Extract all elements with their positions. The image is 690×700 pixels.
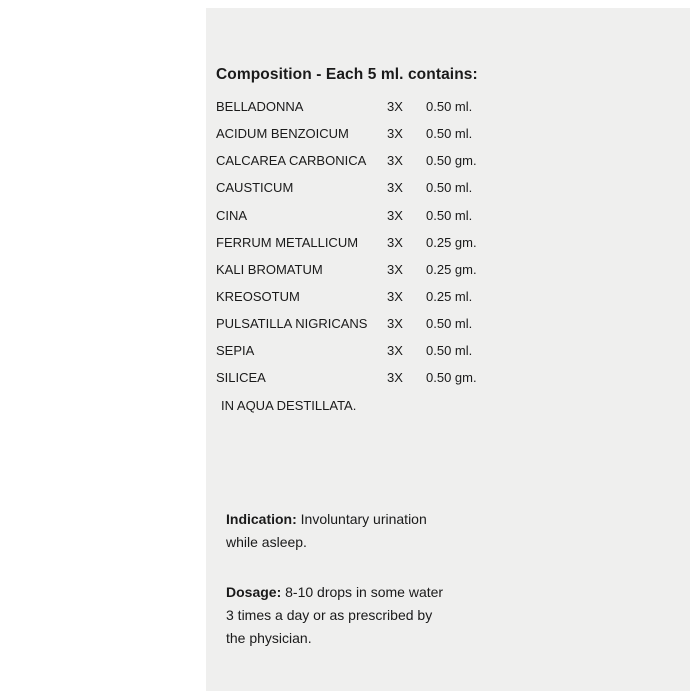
ingredient-name: KREOSOTUM: [216, 289, 300, 304]
ingredient-quantity: 0.50 ml.: [426, 208, 473, 223]
composition-heading: Composition - Each 5 ml. contains:: [216, 66, 478, 83]
dosage-block: [226, 581, 443, 650]
ingredient-name: ACIDUM BENZOICUM: [216, 126, 349, 141]
vehicle-text: IN AQUA DESTILLATA.: [221, 398, 357, 413]
indication-label: Indication:: [226, 511, 297, 527]
ingredient-potency: 3X: [387, 99, 403, 114]
ingredient-quantity: 0.50 gm.: [426, 153, 477, 168]
ingredient-name: CAUSTICUM: [216, 180, 294, 195]
ingredient-name: PULSATILLA NIGRICANS: [216, 316, 368, 331]
ingredient-potency: 3X: [387, 370, 403, 385]
ingredient-potency: 3X: [387, 235, 403, 250]
dosage-line-1: [226, 581, 443, 604]
ingredient-quantity: 0.50 ml.: [426, 126, 473, 141]
ingredient-potency: 3X: [387, 289, 403, 304]
ingredient-name: CALCAREA CARBONICA: [216, 153, 367, 168]
indication-line-1: [226, 508, 427, 531]
indication-text: Involuntary urination: [296, 511, 427, 527]
dosage-line-2: 3 times a day or as prescribed by: [226, 607, 433, 623]
ingredient-quantity: 0.25 ml.: [426, 289, 473, 304]
ingredient-name: SEPIA: [216, 343, 255, 358]
indication-line-2: while asleep.: [226, 534, 307, 550]
ingredient-name: SILICEA: [216, 370, 266, 385]
ingredient-quantity: 0.50 ml.: [426, 343, 473, 358]
ingredient-quantity: 0.50 ml.: [426, 316, 473, 331]
ingredient-name: CINA: [216, 208, 248, 223]
ingredient-quantity: 0.50 ml.: [426, 99, 473, 114]
ingredient-name: BELLADONNA: [216, 99, 304, 114]
indication-block: [226, 508, 427, 554]
ingredient-quantity: 0.25 gm.: [426, 262, 477, 277]
ingredient-potency: 3X: [387, 126, 403, 141]
ingredient-name: FERRUM METALLICUM: [216, 235, 359, 250]
ingredient-quantity: 0.25 gm.: [426, 235, 477, 250]
ingredient-potency: 3X: [387, 153, 403, 168]
dosage-text: 8-10 drops in some water: [281, 584, 444, 600]
ingredient-quantity: 0.50 gm.: [426, 370, 477, 385]
ingredient-potency: 3X: [387, 208, 403, 223]
ingredient-potency: 3X: [387, 180, 403, 195]
label-panel: [206, 8, 690, 691]
dosage-line-3: the physician.: [226, 630, 312, 646]
dosage-label: Dosage:: [226, 584, 282, 600]
ingredient-quantity: 0.50 ml.: [426, 180, 473, 195]
ingredient-potency: 3X: [387, 262, 403, 277]
ingredient-potency: 3X: [387, 343, 403, 358]
ingredient-name: KALI BROMATUM: [216, 262, 323, 277]
ingredient-potency: 3X: [387, 316, 403, 331]
